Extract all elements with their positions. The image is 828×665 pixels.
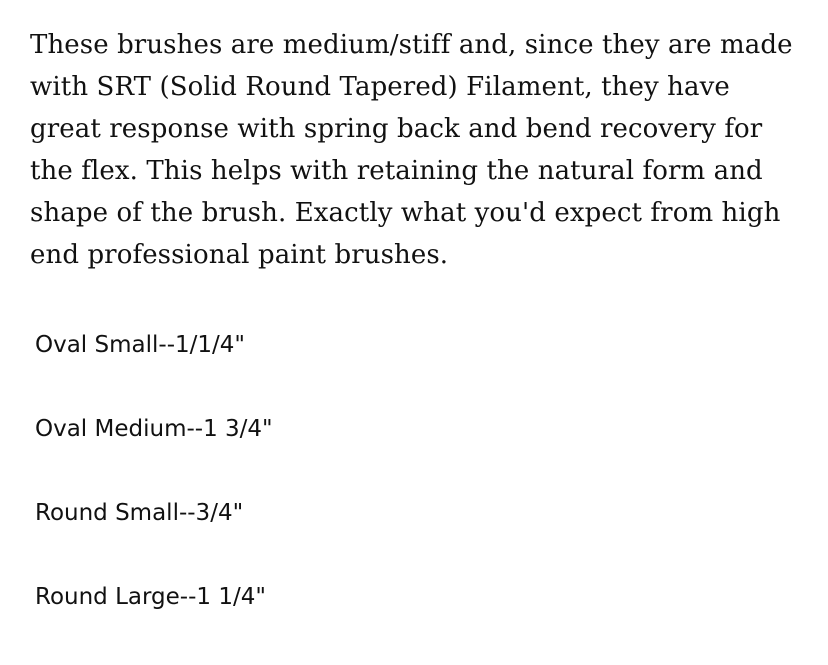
product-description: These brushes are medium/stiff and, since they are made with SRT (Solid Round Tapered) Filament, they have great response with spring back and bend recovery for the flex. This helps with retaining the natural form and shape of the brush. Exactly what you'd expect from high end professional paint brushes. — [30, 30, 793, 270]
list-item: Round Large--1 1/4" — [35, 584, 266, 610]
list-item: Oval Small--1/1/4" — [35, 332, 245, 358]
list-item: Round Small--3/4" — [35, 500, 244, 526]
list-item: Oval Medium--1 3/4" — [35, 416, 273, 442]
brush-size-list — [30, 330, 798, 612]
